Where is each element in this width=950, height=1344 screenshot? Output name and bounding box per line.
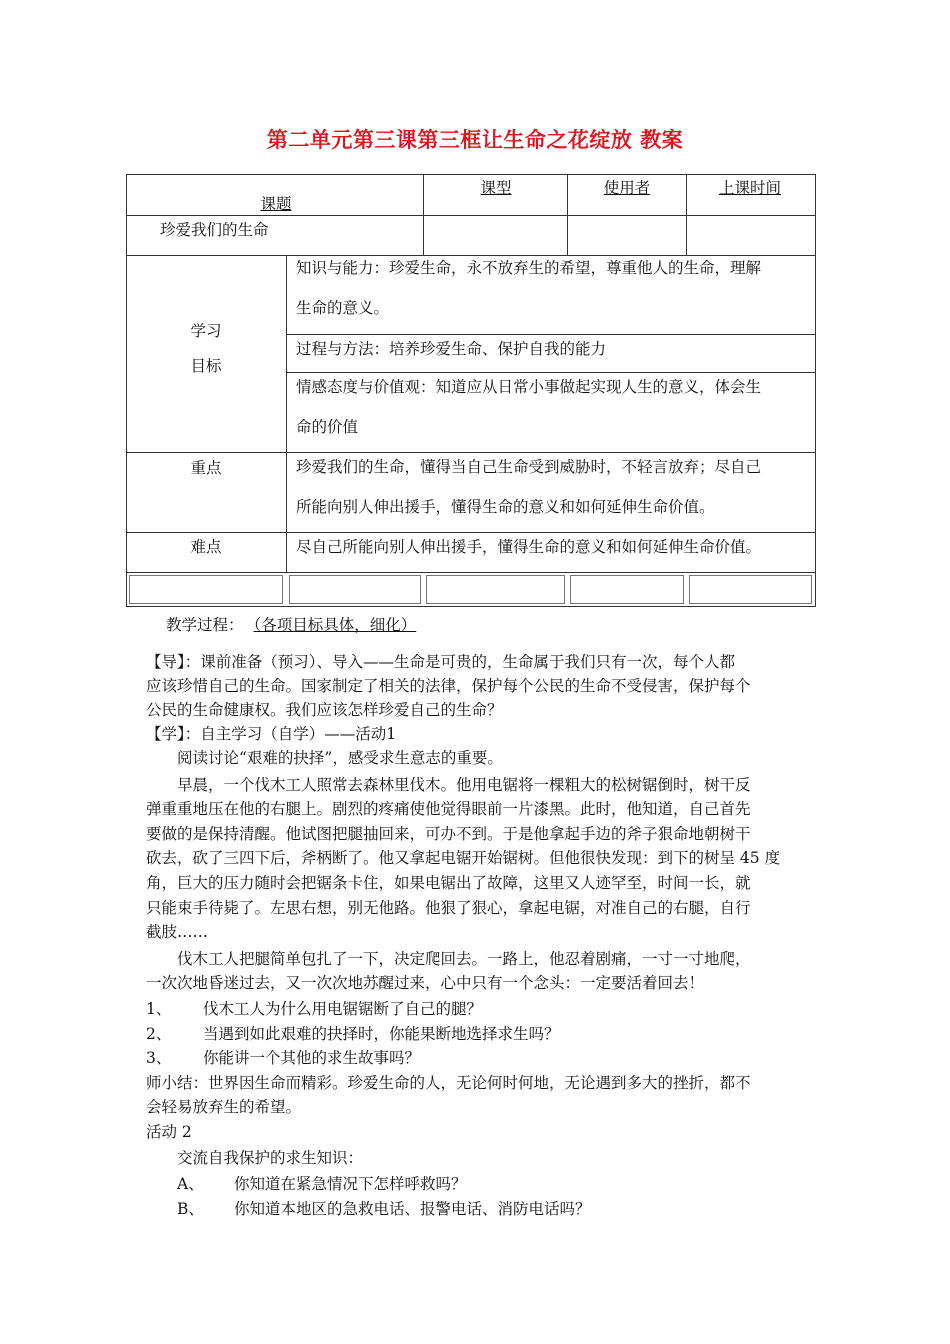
read-instruction: 阅读讨论“艰难的抉择”，感受求生意志的重要。 xyxy=(177,749,503,767)
difficult-text: 尽自己所能向别人伸出援手，懂得生命的意义和如何延伸生命价值。 xyxy=(296,538,762,556)
table-rule xyxy=(423,174,424,256)
header-topic: 课题 xyxy=(260,195,292,213)
question-text: 你能讲一个其他的求生故事吗？ xyxy=(203,1049,421,1067)
question-text: 伐木工人为什么用电锯锯断了自己的腿？ xyxy=(203,1000,483,1018)
question-number: 2、 xyxy=(146,1025,172,1043)
table-rule xyxy=(686,174,687,256)
story-paragraph: 角，巨大的压力随时会把锯条卡住，如果电锯出了故障，这里又人迹罕至，时间一长，就 xyxy=(146,874,751,892)
empty-cell xyxy=(689,575,812,604)
table-rule xyxy=(126,215,816,216)
story-paragraph: 早晨，一个伐木工人照常去森林里伐木。他用电锯将一棵粗大的松树锯倒时，树干反 xyxy=(177,776,751,794)
story-paragraph: 伐木工人把腿简单包扎了一下，决定爬回去。一路上，他忍着剧痛，一寸一寸地爬， xyxy=(177,950,751,968)
goal-emotion-text: 命的价值 xyxy=(296,418,359,436)
summary-paragraph: 师小结：世界因生命而精彩。珍爱生命的人，无论何时何地，无论遇到多大的挫折，都不 xyxy=(146,1074,751,1092)
header-type: 课型 xyxy=(480,179,512,197)
question-number: 3、 xyxy=(146,1049,172,1067)
goal-knowledge-text: 知识与能力：珍爱生命，永不放弃生的希望，尊重他人的生命，理解 xyxy=(296,259,762,277)
guide-paragraph: 公民的生命健康权。我们应该怎样珍爱自己的生命？ xyxy=(146,701,503,719)
story-paragraph: 要做的是保持清醒。他试图把腿抽回来，可办不到。于是他拿起手边的斧子狠命地朝树干 xyxy=(146,825,751,843)
header-user: 使用者 xyxy=(603,179,651,197)
goals-label: 学习 xyxy=(190,322,222,340)
empty-cell xyxy=(570,575,684,604)
key-text: 珍爱我们的生命，懂得当自己生命受到威胁时，不轻言放弃；尽自己 xyxy=(296,458,762,476)
table-rule xyxy=(126,532,816,533)
goal-emotion-text: 情感态度与价值观：知道应从日常小事做起实现人生的意义，体会生 xyxy=(296,378,762,396)
question-number: 1、 xyxy=(146,1000,172,1018)
process-label-text: 教学过程： xyxy=(166,616,244,634)
story-paragraph: 砍去，砍了三四下后，斧柄断了。他又拿起电锯开始锯树。但他很快发现：到下的树呈 45 度 xyxy=(146,849,781,867)
table-rule xyxy=(286,334,816,335)
activity-heading: 活动 2 xyxy=(146,1123,192,1141)
empty-cell xyxy=(426,575,565,604)
table-rule xyxy=(126,572,816,573)
document-title: 第二单元第三课第三框让生命之花绽放 教案 xyxy=(266,128,684,152)
story-paragraph: 一次次地昏迷过去，又一次次地苏醒过来，心中只有一个念头：一定要活着回去！ xyxy=(146,974,705,992)
table-border-bottom xyxy=(126,606,816,607)
table-rule xyxy=(567,174,568,256)
question-text: 你知道本地区的急救电话、报警电话、消防电话吗？ xyxy=(234,1200,591,1218)
topic-value: 珍爱我们的生命 xyxy=(160,221,269,239)
empty-cell xyxy=(129,575,283,604)
empty-cell xyxy=(289,575,421,604)
key-text: 所能向别人伸出援手，懂得生命的意义和如何延伸生命价值。 xyxy=(296,498,715,516)
table-rule xyxy=(126,452,816,453)
header-time: 上课时间 xyxy=(718,179,781,197)
question-number: B、 xyxy=(177,1200,204,1218)
story-paragraph: 弹重重地压在他的右腿上。剧烈的疼痛使他觉得眼前一片漆黑。此时，他知道，自己首先 xyxy=(146,800,751,818)
guide-paragraph: 应该珍惜自己的生命。国家制定了相关的法律，保护每个公民的生命不受侵害，保护每个 xyxy=(146,677,751,695)
goal-process-text: 过程与方法：培养珍爱生命、保护自我的能力 xyxy=(296,340,607,358)
difficult-label: 难点 xyxy=(190,538,222,556)
story-paragraph: 只能束手待毙了。左思右想，别无他路。他狠了狠心，拿起电锯，对准自己的右腿，自行 xyxy=(146,899,751,917)
table-border-top xyxy=(126,174,816,175)
summary-paragraph: 会轻易放弃生的希望。 xyxy=(146,1098,302,1116)
exchange-instruction: 交流自我保护的求生知识： xyxy=(177,1149,364,1167)
process-label xyxy=(166,613,416,635)
key-label: 重点 xyxy=(190,459,222,477)
guide-paragraph: 【导】：课前准备（预习）、导入——生命是可贵的，生命属于我们只有一次，每个人都 xyxy=(146,653,736,671)
learn-heading: 【学】：自主学习（自学）——活动1 xyxy=(146,725,397,743)
lesson-plan-table xyxy=(126,174,816,608)
table-rule xyxy=(286,255,287,573)
table-border-right xyxy=(815,174,816,607)
question-text: 你知道在紧急情况下怎样呼救吗？ xyxy=(234,1175,467,1193)
story-paragraph: 截肢…… xyxy=(146,923,209,941)
process-note: （各项目标具体，细化） xyxy=(253,616,417,634)
question-number: A、 xyxy=(177,1175,204,1193)
question-text: 当遇到如此艰难的抉择时，你能果断地选择求生吗？ xyxy=(203,1025,560,1043)
table-rule xyxy=(126,255,816,256)
goal-knowledge-text: 生命的意义。 xyxy=(296,299,390,317)
goals-label: 目标 xyxy=(190,357,222,375)
table-rule xyxy=(286,372,816,373)
